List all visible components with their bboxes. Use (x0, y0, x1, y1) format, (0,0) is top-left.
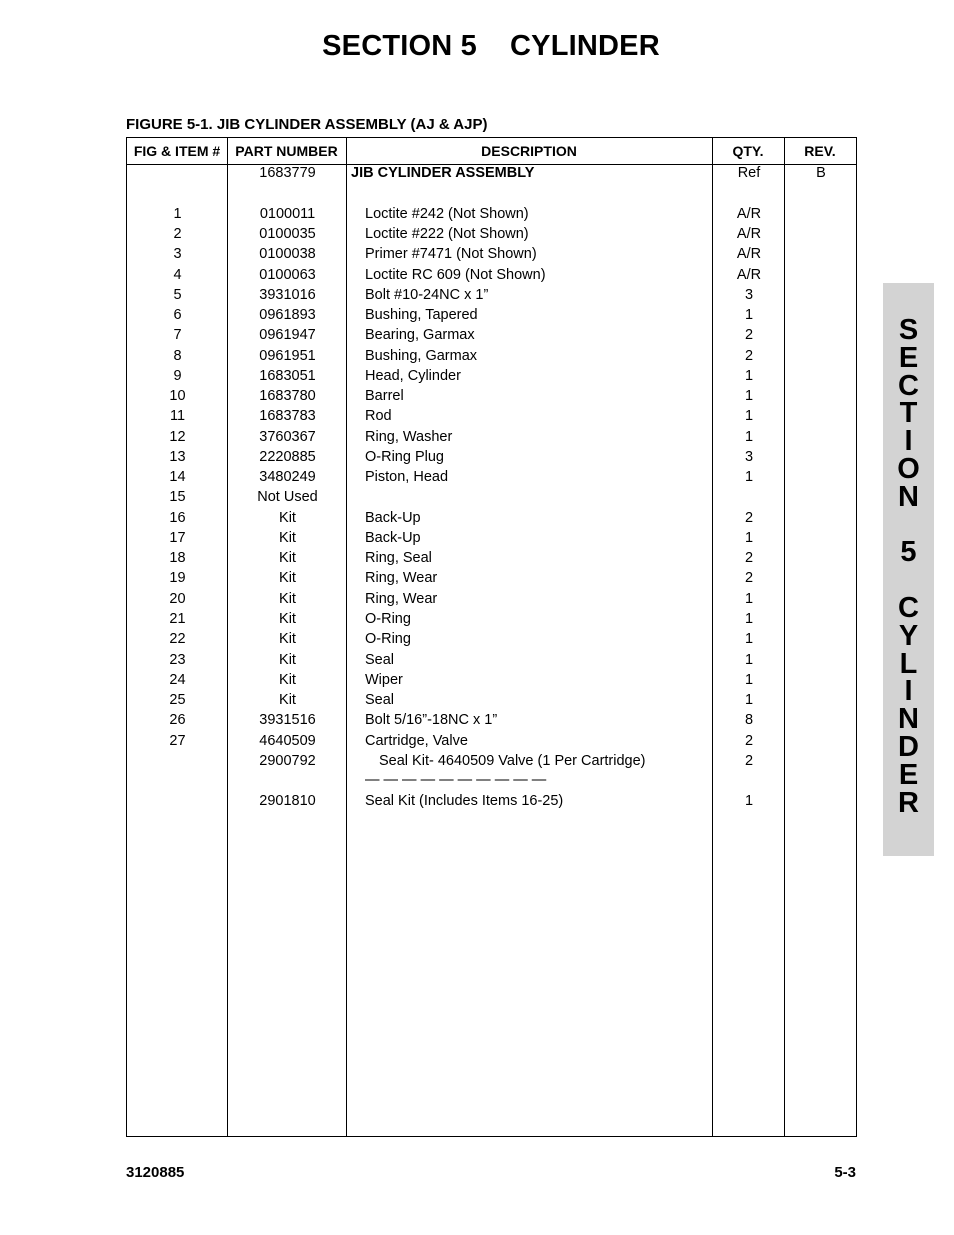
item-number: 11 (169, 408, 186, 424)
table-row (127, 204, 856, 224)
table-row (127, 406, 856, 426)
description: Ring, Washer (365, 429, 453, 445)
description: Wiper (365, 672, 403, 688)
side-tab-letter: C (898, 369, 919, 402)
part-number: Kit (279, 652, 296, 668)
quantity: A/R (736, 206, 762, 222)
part-number: 1683779 (259, 165, 316, 181)
quantity: 1 (744, 631, 754, 647)
quantity: 1 (744, 692, 754, 708)
part-number: 0100035 (259, 226, 316, 242)
side-tab-letter: T (899, 397, 918, 430)
quantity: 1 (744, 388, 754, 404)
description: Loctite #222 (Not Shown) (365, 226, 529, 242)
item-number: 20 (169, 591, 186, 607)
part-number: 0100063 (259, 267, 316, 283)
description: Seal (365, 692, 395, 708)
item-number: 23 (169, 652, 186, 668)
description: Barrel (365, 388, 404, 404)
quantity: A/R (736, 267, 762, 283)
description: Rod (365, 408, 392, 424)
parts-table (126, 137, 857, 1137)
header-description: DESCRIPTION (481, 143, 577, 159)
item-number: 10 (169, 388, 186, 404)
description: Ring, Wear (365, 591, 438, 607)
side-tab-letter: N (898, 480, 919, 513)
side-tab-letter: D (898, 731, 919, 763)
part-number: 1683780 (259, 388, 316, 404)
quantity: 1 (744, 368, 754, 384)
table-row (127, 548, 856, 568)
table-row (127, 244, 856, 264)
part-number: Kit (279, 550, 296, 566)
revision: B (816, 165, 826, 181)
part-number: Kit (279, 570, 296, 586)
item-number: 16 (169, 510, 186, 526)
part-number: 3760367 (259, 429, 316, 445)
description: Seal Kit- 4640509 Valve (1 Per Cartridge) (379, 753, 646, 769)
table-row (127, 508, 856, 528)
description: Seal Kit (Includes Items 16-25) (365, 793, 564, 809)
part-number: 2900792 (259, 753, 316, 769)
quantity: A/R (736, 246, 762, 262)
part-number: 2901810 (259, 793, 316, 809)
side-tab-letter: Y (898, 619, 919, 652)
item-number: 1 (173, 206, 182, 222)
item-number: 21 (169, 611, 186, 627)
table-row (127, 528, 856, 548)
side-tab-letter: O (897, 453, 920, 485)
figure-caption: FIGURE 5-1. JIB CYLINDER ASSEMBLY (AJ & AJP) (126, 116, 488, 133)
item-number: 14 (169, 469, 186, 485)
quantity: 3 (744, 287, 754, 303)
quantity: 1 (744, 672, 754, 688)
side-tab-letter: R (898, 786, 919, 819)
quantity: 2 (744, 327, 754, 343)
part-number: 0100011 (259, 206, 316, 222)
item-number: 4 (173, 267, 182, 283)
description: O-Ring (365, 631, 411, 647)
table-row (127, 163, 856, 183)
description: JIB CYLINDER ASSEMBLY (351, 165, 535, 181)
side-tab-letter: N (898, 703, 919, 736)
quantity: 2 (744, 570, 754, 586)
description: Loctite RC 609 (Not Shown) (365, 267, 546, 283)
side-tab-letter: I (904, 675, 913, 708)
side-tab-letter: I (904, 425, 913, 458)
item-number: 15 (169, 489, 186, 505)
item-number: 5 (173, 287, 182, 303)
header-fig-item: FIG & ITEM # (133, 143, 221, 159)
side-tab-letter: E (898, 341, 919, 374)
description: Ring, Wear (365, 570, 438, 586)
quantity: Ref (737, 165, 761, 181)
table-row (127, 285, 856, 305)
quantity: A/R (736, 226, 762, 242)
quantity: 2 (744, 733, 754, 749)
item-number: 24 (169, 672, 186, 688)
table-row (127, 670, 856, 690)
side-tab-letter: C (898, 592, 919, 624)
part-number: 1683051 (259, 368, 316, 384)
description: Back-Up (365, 510, 421, 526)
part-number: Not Used (257, 489, 318, 505)
part-number: Kit (279, 672, 296, 688)
table-row (127, 770, 856, 790)
description: Seal (365, 652, 395, 668)
side-tab-letter: 5 (900, 536, 917, 569)
table-row (127, 690, 856, 710)
header-qty: QTY. (732, 143, 764, 159)
description: Ring, Seal (365, 550, 432, 566)
item-number: 19 (169, 570, 186, 586)
description: Loctite #242 (Not Shown) (365, 206, 529, 222)
item-number: 26 (169, 712, 186, 728)
table-row (127, 386, 856, 406)
table-row (127, 710, 856, 730)
description: Bushing, Tapered (365, 307, 478, 323)
table-row (127, 731, 856, 751)
description: Piston, Head (365, 469, 449, 485)
part-number: Kit (279, 631, 296, 647)
part-number: Kit (279, 530, 296, 546)
part-number: 0961951 (259, 348, 316, 364)
table-row (127, 791, 856, 811)
quantity: 8 (744, 712, 754, 728)
description: Bolt #10-24NC x 1” (365, 287, 489, 303)
item-number: 13 (169, 449, 186, 465)
doc-number: 3120885 (126, 1164, 185, 1181)
item-number: 27 (169, 733, 186, 749)
description: Back-Up (365, 530, 421, 546)
table-row (127, 650, 856, 670)
part-number: 3931016 (259, 287, 316, 303)
table-row (127, 487, 856, 507)
table-row (127, 447, 856, 467)
quantity: 1 (744, 793, 754, 809)
item-number: 22 (169, 631, 186, 647)
quantity: 1 (744, 652, 754, 668)
side-tab-letter: E (898, 758, 919, 791)
part-number: Kit (279, 510, 296, 526)
item-number: 2 (173, 226, 182, 242)
description: Primer #7471 (Not Shown) (365, 246, 537, 262)
description: O-Ring Plug (365, 449, 444, 465)
item-number: 6 (173, 307, 182, 323)
part-number: 3931516 (259, 712, 316, 728)
item-number: 17 (169, 530, 186, 546)
item-number: 12 (169, 429, 186, 445)
part-number: 2220885 (259, 449, 316, 465)
part-number: Kit (279, 591, 296, 607)
quantity: 3 (744, 449, 754, 465)
part-number: 0100038 (259, 246, 316, 262)
quantity: 1 (744, 408, 754, 424)
item-number: 7 (173, 327, 182, 343)
part-number: 0961893 (259, 307, 316, 323)
quantity: 2 (744, 753, 754, 769)
section-side-tab (883, 283, 934, 856)
table-row (127, 265, 856, 285)
description: Bushing, Garmax (365, 348, 478, 364)
table-row (127, 366, 856, 386)
page-number: 5-3 (834, 1164, 856, 1181)
description: Head, Cylinder (365, 368, 461, 384)
quantity: 1 (744, 591, 754, 607)
table-row (127, 751, 856, 771)
part-number: 3480249 (259, 469, 316, 485)
item-number: 9 (173, 368, 182, 384)
description: O-Ring (365, 611, 411, 627)
table-row (127, 609, 856, 629)
quantity: 2 (744, 510, 754, 526)
table-row (127, 467, 856, 487)
table-row (127, 629, 856, 649)
header-rev: REV. (804, 143, 836, 159)
page-title: SECTION 5 CYLINDER (322, 30, 660, 62)
description: — — — — — — — — — — (365, 772, 547, 788)
table-row (127, 325, 856, 345)
quantity: 1 (744, 469, 754, 485)
part-number: 0961947 (259, 327, 316, 343)
quantity: 2 (744, 550, 754, 566)
part-number: 1683783 (259, 408, 316, 424)
description: Bolt 5/16”-18NC x 1” (365, 712, 498, 728)
side-tab-letter: L (899, 647, 918, 680)
item-number: 25 (169, 692, 186, 708)
table-row (127, 427, 856, 447)
quantity: 2 (744, 348, 754, 364)
quantity: 1 (744, 307, 754, 323)
item-number: 18 (169, 550, 186, 566)
quantity: 1 (744, 429, 754, 445)
part-number: Kit (279, 692, 296, 708)
header-part-number: PART NUMBER (235, 143, 338, 159)
part-number: Kit (279, 611, 296, 627)
table-row (127, 346, 856, 366)
table-row (127, 589, 856, 609)
quantity: 1 (744, 530, 754, 546)
part-number: 4640509 (259, 733, 316, 749)
description: Bearing, Garmax (365, 327, 475, 343)
item-number: 3 (173, 246, 182, 262)
quantity: 1 (744, 611, 754, 627)
description: Cartridge, Valve (365, 733, 468, 749)
table-row (127, 305, 856, 325)
table-row (127, 224, 856, 244)
item-number: 8 (173, 348, 182, 364)
table-row (127, 568, 856, 588)
side-tab-letter: S (898, 314, 919, 346)
